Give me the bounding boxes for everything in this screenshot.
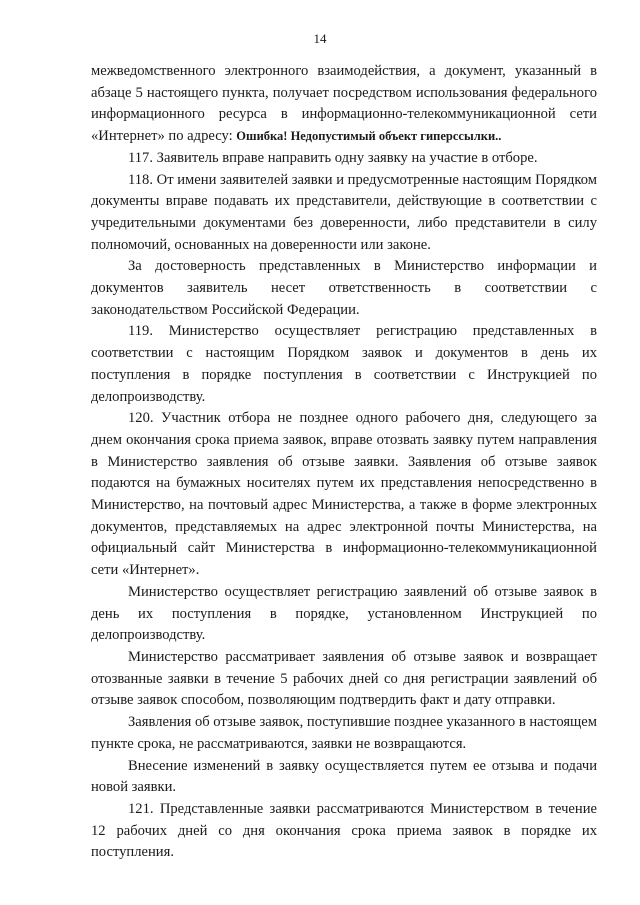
paragraph-continuation xyxy=(91,61,597,148)
page-number: 14 xyxy=(313,31,327,46)
paragraph-text: межведомственного электронного взаимодействия, а документ, указанный в абзаце 5 настоящего пункта, получает посредством использования федерального информационного ресурса в информационно-телекоммуникационной сети «Интернет» по адресу: xyxy=(91,63,597,145)
paragraph-end: . xyxy=(498,129,502,144)
paragraph-120: 120. Участник отбора не позднее одного рабочего дня, следующего за днем окончания срока приема заявок, вправе отозвать заявку путем направления в Министерство заявления об отзыве заявки. Заявления об отзыве заявок подаются на бумажных носителях путем их представления непосредственно в Министерство, на почтовый адрес Министерства, а также в форме электронных документов, представляемых на адрес электронной почты Министерства, на официальный сайт Министерства в информационно-телекоммуникационной сети «Интернет». xyxy=(91,410,597,579)
paragraph-registration: Министерство осуществляет регистрацию заявлений об отзыве заявок в день их поступления в порядке, установленном Инструкцией по делопроизводству. xyxy=(91,583,597,644)
paragraph-117: 117. Заявитель вправе направить одну заявку на участие в отборе. xyxy=(128,149,538,166)
paragraph-119: 119. Министерство осуществляет регистрацию представленных в соответствии с настоящим Порядком заявок и документов в день их поступления в порядке поступления в соответствии с Инструкцией по делопроизводству. xyxy=(91,323,597,405)
paragraph-121: 121. Представленные заявки рассматриваются Министерством в течение 12 рабочих дней со дня окончания срока приема заявок в порядке их поступления. xyxy=(91,800,597,861)
paragraph-118: 118. От имени заявителей заявки и предусмотренные настоящим Порядком документы вправе подавать их представители, действующие в соответствии с учредительными документами без доверенности, либо представители в силу полномочий, основанных на доверенности или законе. xyxy=(91,171,597,253)
paragraph-changes: Внесение изменений в заявку осуществляется путем ее отзыва и подачи новой заявки. xyxy=(91,757,597,796)
paragraph-review: Министерство рассматривает заявления об отзыве заявок и возвращает отозванные заявки в течение 5 рабочих дней со дня регистрации заявлений об отзыве заявок способом, позволяющим подтвердить факт и дату отправки. xyxy=(91,648,597,709)
paragraph-late-withdrawals: Заявления об отзыве заявок, поступившие позднее указанного в настоящем пункте срока, не рассматриваются, заявки не возвращаются. xyxy=(91,714,598,752)
paragraph-responsibility: За достоверность представленных в Министерство информации и документов заявитель несет ответственность в соответствии с законодательством Российской Федерации. xyxy=(91,258,597,318)
hyperlink-error: Ошибка! Недопустимый объект гиперссылки. xyxy=(236,129,499,144)
document-body xyxy=(91,61,597,864)
